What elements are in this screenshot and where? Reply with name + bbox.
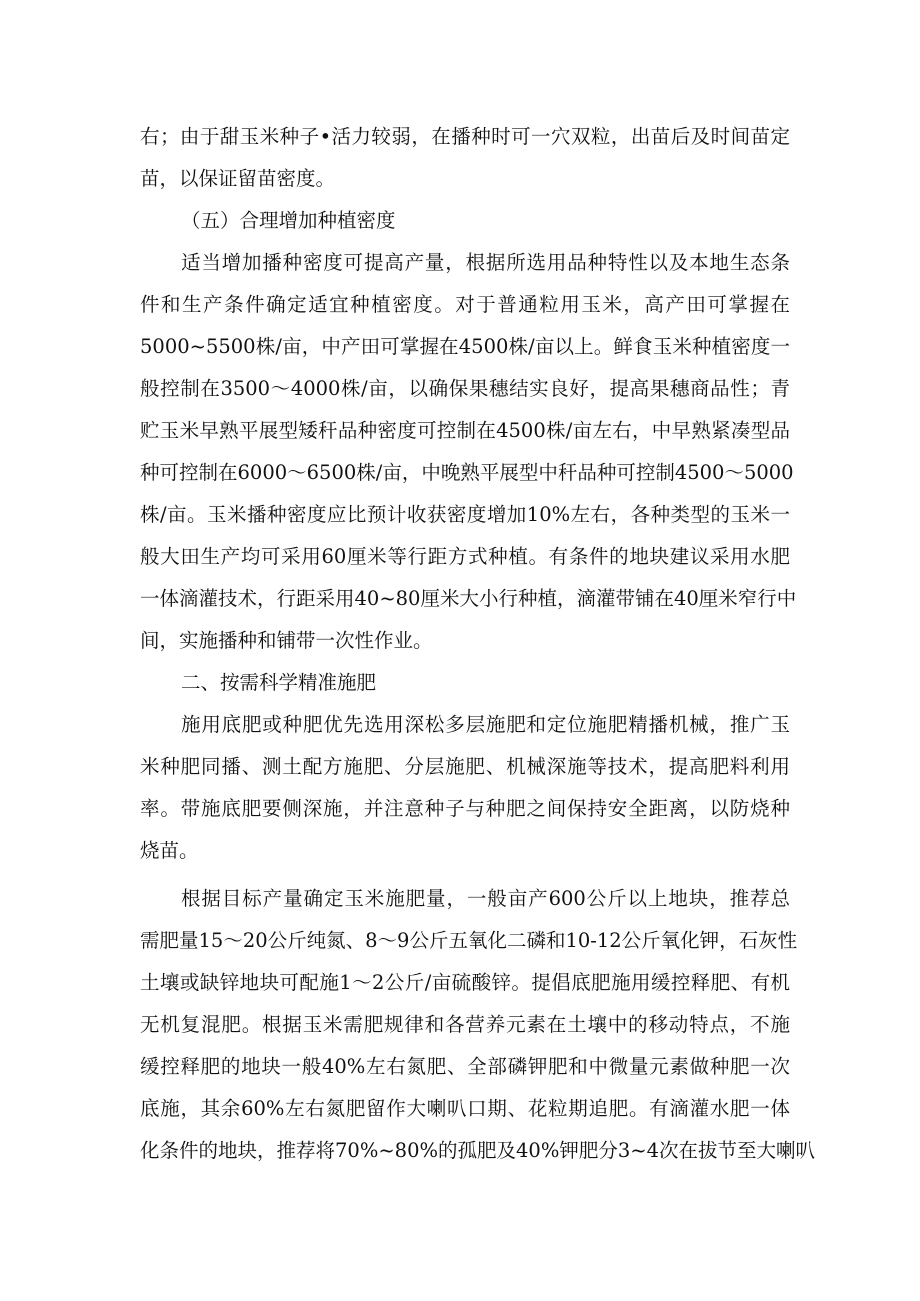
paragraph-line: 缓控释肥的地块一般40%左右氮肥、全部磷钾肥和中微量元素做种肥一次: [140, 1055, 790, 1078]
paragraph-line: 底施，其余60%左右氮肥留作大喇叭口期、花粒期追肥。有滴灌水肥一体: [140, 1097, 790, 1120]
paragraph-line: 适当增加播种密度可提高产量，根据所选用品种特性以及本地生态条: [181, 251, 790, 274]
paragraph-line: 化条件的地块，推荐将70%~80%的孤肥及40%钾肥分3~4次在拔节至大喇叭: [140, 1139, 816, 1162]
paragraph-line: 贮玉米早熟平展型矮秆品种密度可控制在4500株/亩左右，中早熟紧凑型品: [140, 419, 790, 442]
paragraph-line: 根据目标产量确定玉米施肥量，一般亩产600公斤以上地块，推荐总: [181, 887, 790, 910]
paragraph-line: 株/亩。玉米播种密度应比预计收获密度增加10%左右，各种类型的玉米一: [140, 503, 790, 526]
paragraph-line: 土壤或缺锌地块可配施1～2公斤/亩硫酸锌。提倡底肥施用缓控释肥、有机: [140, 971, 790, 994]
paragraph-line: 一体滴灌技术，行距采用40~80厘米大小行种植，滴灌带铺在40厘米窄行中: [140, 587, 797, 610]
paragraph-line: 米种肥同播、测土配方施肥、分层施肥、机械深施等技术，提高肥料利用: [140, 755, 790, 778]
paragraph-line: 率。带施底肥要侧深施，并注意种子与种肥之间保持安全距离，以防烧种: [140, 797, 790, 820]
paragraph-line: 施用底肥或种肥优先选用深松多层施肥和定位施肥精播机械，推广玉: [181, 713, 790, 736]
paragraph-line: 5000~5500株/亩，中产田可掌握在4500株/亩以上。鲜食玉米种植密度一: [140, 335, 790, 358]
section-heading: 二、按需科学精准施肥: [181, 671, 377, 694]
paragraph-line: 般控制在3500～4000株/亩，以确保果穗结实良好，提高果穗商品性；青: [140, 377, 790, 400]
paragraph-line: 苗，以保证留苗密度。: [140, 167, 336, 190]
paragraph-line: 需肥量15～20公斤纯氮、8～9公斤五氧化二磷和10-12公斤氧化钾，石灰性: [140, 929, 798, 952]
paragraph-line: 无机复混肥。根据玉米需肥规律和各营养元素在土壤中的移动特点，不施: [140, 1013, 790, 1036]
paragraph-line: 般大田生产均可采用60厘米等行距方式种植。有条件的地块建议采用水肥: [140, 545, 790, 568]
paragraph-line: 件和生产条件确定适宜种植密度。对于普通粒用玉米，高产田可掌握在: [140, 293, 790, 316]
paragraph-line: 间，实施播种和铺带一次性作业。: [140, 629, 433, 652]
section-heading: （五）合理增加种植密度: [181, 209, 396, 232]
paragraph-line: 烧苗。: [140, 839, 199, 862]
paragraph-line: 右；由于甜玉米种子•活力较弱，在播种时可一穴双粒，出苗后及时间苗定: [140, 125, 790, 148]
paragraph-line: 种可控制在6000～6500株/亩，中晚熟平展型中秆品种可控制4500～5000: [140, 461, 794, 484]
